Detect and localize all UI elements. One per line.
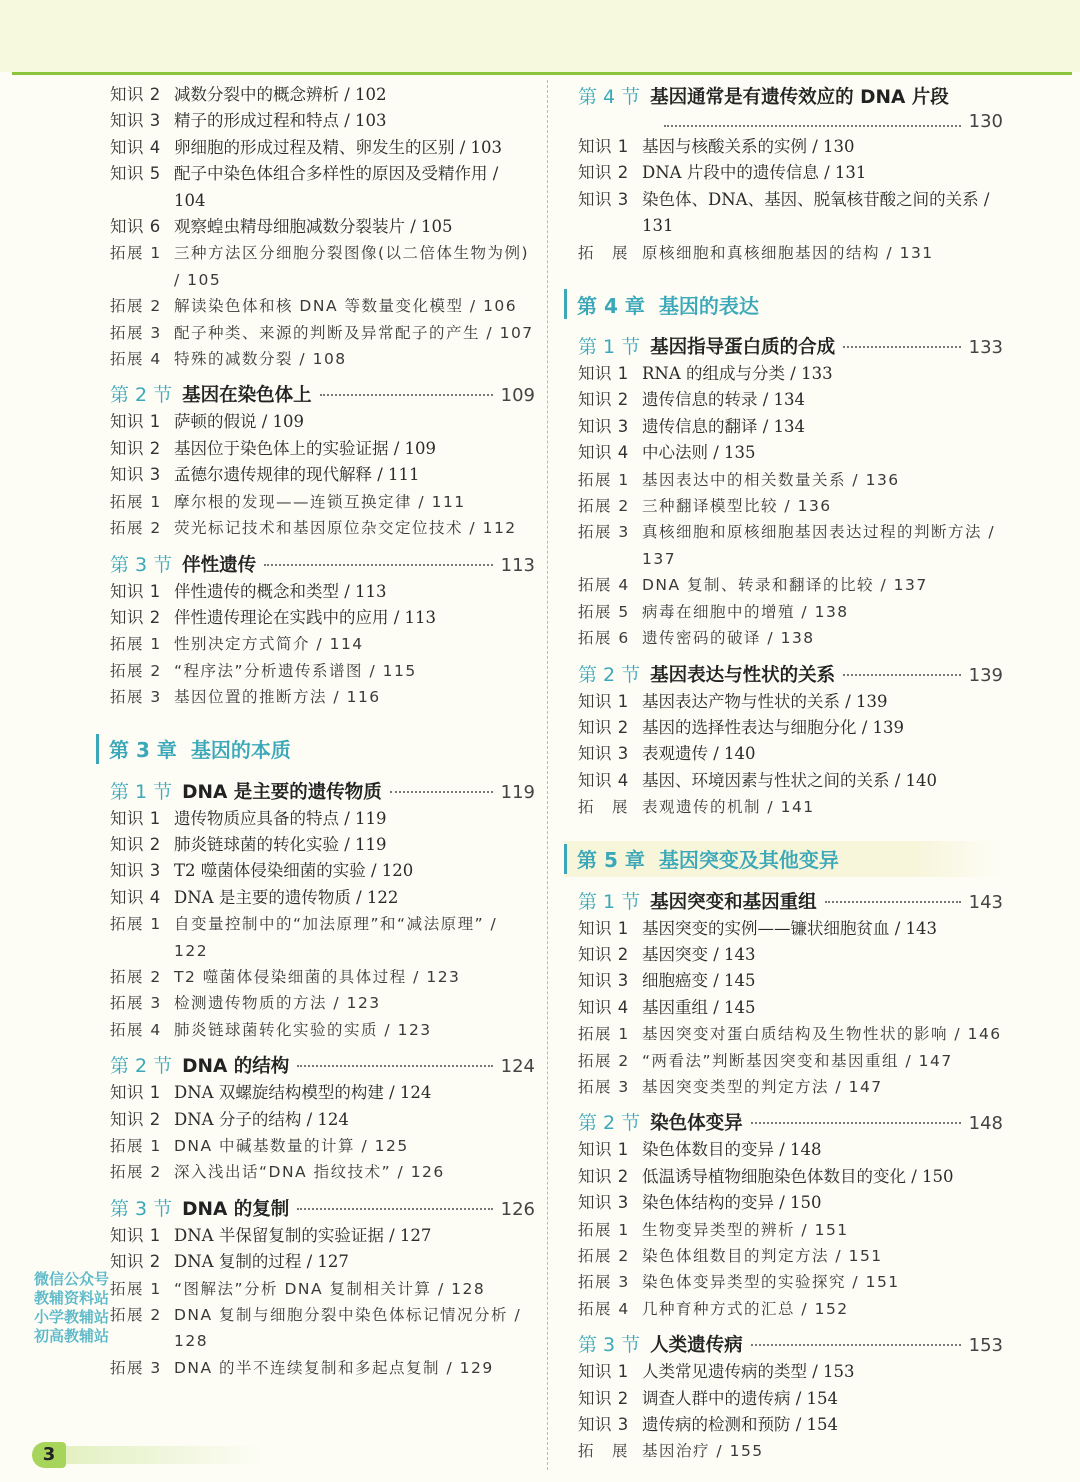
entry-label: 知识 1	[578, 1140, 629, 1160]
entry-text: 染色体组数目的判定方法 / 151	[642, 1247, 883, 1265]
toc-extension-entry	[110, 1355, 535, 1381]
entry-label: 知识 2	[110, 438, 161, 458]
toc-chapter-heading	[564, 841, 1003, 877]
page-number-band	[66, 1446, 266, 1464]
toc-knowledge-entry	[110, 806, 535, 832]
entry-text: 真核细胞和原核细胞基因表达过程的判断方法 / 137	[642, 523, 996, 568]
entry-label: 拓展 3	[578, 523, 630, 542]
entry-text: 三种翻译模型比较 / 136	[642, 497, 832, 516]
toc-extension-entry	[110, 964, 535, 990]
toc-extension-entry	[110, 489, 535, 515]
entry-text: 减数分裂中的概念辨析 / 102	[174, 85, 387, 104]
toc-extension-entry	[578, 1021, 1003, 1047]
entry-text: 摩尔根的发现——连锁互换定律 / 111	[174, 492, 466, 511]
entry-label: 知识 2	[578, 390, 629, 410]
section-leader-line	[578, 111, 1003, 132]
entry-text: 生物变异类型的辨析 / 151	[642, 1220, 849, 1239]
entry-text: 肺炎链球菌转化实验的实质 / 123	[174, 1020, 432, 1039]
chapter-number: 第 5 章	[577, 848, 645, 873]
entry-text: T2 噬菌体侵染细菌的具体过程 / 123	[174, 967, 461, 986]
entry-text: 染色体变异类型的实验探究 / 151	[642, 1273, 900, 1292]
toc-knowledge-entry	[110, 161, 535, 214]
top-rule	[12, 72, 1072, 75]
entry-text: 荧光标记技术和基因原位杂交定位技术 / 112	[174, 519, 517, 538]
section-title: 基因表达与性状的关系	[650, 664, 836, 686]
entry-label: 拓展 2	[578, 497, 630, 516]
toc-knowledge-entry	[110, 605, 535, 631]
entry-text: 精子的形成过程和特点 / 103	[174, 111, 387, 131]
toc-knowledge-entry	[110, 409, 535, 435]
entry-text: “两看法”判断基因突变和基因重组 / 147	[642, 1051, 953, 1070]
section-number: 第 3 节	[578, 1334, 641, 1357]
section-title: 基因指导蛋白质的合成	[650, 337, 836, 359]
toc-section-heading	[110, 380, 535, 407]
entry-text: 低温诱导植物细胞染色体数目的变化 / 150	[642, 1166, 954, 1186]
toc-extension-entry	[578, 1217, 1003, 1243]
toc-extension-entry	[110, 658, 535, 684]
entry-label: 拓展 2	[110, 1306, 162, 1325]
entry-label: 知识 1	[110, 1225, 161, 1245]
entry-text: 基因重组 / 145	[642, 997, 756, 1017]
entry-text: 卵细胞的形成过程及精、卵发生的区别 / 103	[174, 137, 503, 157]
section-page: 148	[968, 1113, 1003, 1135]
toc-knowledge-entry	[578, 741, 1003, 767]
section-page: 109	[500, 385, 535, 407]
section-number: 第 2 节	[578, 663, 641, 686]
entry-label: 拓展 3	[110, 1358, 162, 1377]
watermark-line: 初高教辅站	[34, 1327, 110, 1345]
entry-label: 拓展 3	[578, 1077, 630, 1096]
entry-text: 基因突变 / 143	[642, 944, 756, 964]
section-page: 143	[968, 891, 1003, 913]
dot-leader	[390, 791, 493, 793]
entry-label: 拓展 2	[110, 1163, 162, 1182]
entry-text: 调查人群中的遗传病 / 154	[642, 1388, 839, 1408]
entry-label: 拓展 2	[110, 967, 162, 986]
toc-knowledge-entry	[578, 768, 1003, 794]
toc-knowledge-entry	[578, 134, 1003, 160]
entry-label: 知识 3	[578, 971, 629, 991]
section-title: 基因在染色体上	[182, 385, 312, 407]
entry-label: 知识 1	[578, 1362, 629, 1382]
entry-label: 知识 3	[578, 1415, 629, 1435]
entry-text: DNA 是主要的遗传物质 / 122	[174, 887, 399, 907]
chapter-bar	[564, 844, 567, 874]
toc-extension-entry	[110, 1159, 535, 1185]
toc-right-column	[578, 82, 1003, 1465]
toc-knowledge-entry	[578, 968, 1003, 994]
entry-text: 三种方法区分细胞分裂图像(以二倍体生物为例) / 105	[174, 244, 530, 289]
top-band	[0, 0, 1080, 72]
entry-text: DNA 片段中的遗传信息 / 131	[642, 163, 867, 183]
entry-label: 拓展 2	[578, 1247, 630, 1265]
entry-text: RNA 的组成与分类 / 133	[642, 364, 833, 384]
toc-chapter-heading	[96, 731, 535, 767]
section-page: 119	[500, 781, 535, 803]
entry-label: 拓展 1	[578, 1220, 630, 1239]
section-title: 基因突变和基因重组	[650, 891, 817, 913]
section-title: 染色体变异	[650, 1113, 743, 1135]
section-number: 第 1 节	[110, 780, 173, 803]
entry-text: 表观遗传的机制 / 141	[642, 798, 815, 817]
section-title: 人类遗传病	[650, 1335, 743, 1357]
entry-text: DNA 双螺旋结构模型的构建 / 124	[174, 1083, 432, 1103]
entry-text: DNA 复制与细胞分裂中染色体标记情况分析 / 128	[174, 1306, 522, 1351]
toc-knowledge-entry	[578, 1190, 1003, 1216]
entry-label: 知识 2	[110, 1252, 161, 1272]
entry-text: “程序法”分析遗传系谱图 / 115	[174, 661, 417, 680]
section-page: 139	[968, 664, 1003, 686]
entry-label: 知识 2	[578, 944, 629, 964]
entry-label: 拓展 4	[578, 1299, 630, 1318]
entry-label: 拓展 1	[110, 492, 162, 511]
toc-knowledge-entry	[578, 689, 1003, 715]
section-title: 基因通常是有遗传效应的 DNA 片段	[650, 87, 949, 108]
toc-extension-entry	[578, 1296, 1003, 1322]
entry-label: 知识 2	[578, 163, 629, 183]
entry-text: 基因突变类型的判定方法 / 147	[642, 1077, 883, 1096]
toc-extension-entry	[578, 625, 1003, 651]
toc-knowledge-entry	[578, 995, 1003, 1021]
entry-text: 配子中染色体组合多样性的原因及受精作用 / 104	[174, 164, 499, 210]
toc-knowledge-entry	[578, 916, 1003, 942]
toc-section-heading	[578, 82, 1003, 132]
toc-knowledge-entry	[578, 361, 1003, 387]
chapter-title: 基因的本质	[190, 738, 291, 763]
entry-text: 遗传信息的转录 / 134	[642, 390, 806, 410]
section-number: 第 3 节	[110, 1197, 173, 1220]
entry-text: 表观遗传 / 140	[642, 744, 756, 764]
section-number: 第 4 节	[578, 86, 641, 108]
dot-leader	[297, 1208, 492, 1210]
entry-label: 知识 1	[110, 412, 161, 432]
toc-extension-entry	[110, 990, 535, 1016]
entry-text: 伴性遗传的概念和类型 / 113	[174, 581, 387, 601]
toc-knowledge-entry	[110, 1107, 535, 1133]
entry-text: 原核细胞和真核细胞基因的结构 / 131	[642, 243, 934, 262]
entry-label: 知识 3	[578, 744, 629, 764]
entry-label: 知识 5	[110, 164, 161, 184]
dot-leader	[843, 674, 960, 676]
toc-section-heading	[110, 550, 535, 577]
toc-extension-entry	[110, 911, 535, 964]
toc-extension-entry	[110, 631, 535, 657]
toc-extension-entry	[578, 1243, 1003, 1269]
entry-label: 知识 1	[578, 918, 629, 938]
toc-extension-entry	[578, 1438, 1003, 1464]
entry-text: 深入浅出话“DNA 指纹技术” / 126	[174, 1163, 445, 1182]
entry-label: 知识 3	[110, 111, 161, 131]
entry-label: 拓展 4	[110, 1020, 162, 1039]
entry-text: 基因突变的实例——镰状细胞贫血 / 143	[642, 918, 938, 938]
entry-label: 知识 2	[578, 1388, 629, 1408]
toc-knowledge-entry	[110, 436, 535, 462]
toc-extension-entry	[578, 1048, 1003, 1074]
entry-label: 知识 1	[110, 808, 161, 828]
dot-leader	[664, 106, 961, 127]
section-number: 第 1 节	[578, 336, 641, 359]
entry-label: 拓展 1	[110, 244, 162, 263]
entry-text: 基因、环境因素与性状之间的关系 / 140	[642, 770, 938, 790]
watermark-line: 小学教辅站	[34, 1308, 110, 1326]
entry-label: 拓展 1	[578, 470, 630, 489]
entry-text: 病毒在细胞中的增殖 / 138	[642, 602, 849, 621]
section-page: 153	[968, 1335, 1003, 1357]
section-page: 126	[500, 1198, 535, 1220]
entry-text: 遗传信息的翻译 / 134	[642, 416, 806, 436]
toc-knowledge-entry	[578, 1386, 1003, 1412]
toc-knowledge-entry	[578, 440, 1003, 466]
entry-text: 性别决定方式简介 / 114	[174, 635, 364, 654]
chapter-number: 第 3 章	[109, 738, 177, 763]
toc-extension-entry	[110, 1302, 535, 1355]
toc-knowledge-entry	[578, 1412, 1003, 1438]
toc-extension-entry	[110, 320, 535, 346]
dot-leader	[297, 1065, 492, 1067]
toc-section-heading	[578, 660, 1003, 687]
entry-text: 基因表达中的相关数量关系 / 136	[642, 470, 900, 489]
toc-extension-entry	[578, 493, 1003, 519]
toc-knowledge-entry	[578, 942, 1003, 968]
toc-section-heading	[578, 332, 1003, 359]
entry-label: 拓展 3	[578, 1273, 630, 1292]
entry-text: 基因治疗 / 155	[642, 1442, 764, 1461]
entry-label: 知识 3	[578, 416, 629, 436]
entry-text: 配子种类、来源的判断及异常配子的产生 / 107	[174, 323, 534, 342]
section-page: 133	[968, 337, 1003, 359]
entry-label: 知识 2	[578, 1166, 629, 1186]
entry-text: DNA 的半不连续复制和多起点复制 / 129	[174, 1358, 494, 1377]
entry-text: 特殊的减数分裂 / 108	[174, 350, 347, 369]
chapter-title: 基因突变及其他变异	[658, 848, 839, 873]
entry-text: 染色体、DNA、基因、脱氧核苷酸之间的关系 / 131	[642, 189, 990, 236]
entry-text: T2 噬菌体侵染细菌的实验 / 120	[174, 861, 414, 881]
toc-extension-entry	[578, 572, 1003, 598]
toc-extension-entry	[110, 684, 535, 710]
entry-label: 知识 1	[578, 137, 629, 156]
toc-knowledge-entry	[110, 1223, 535, 1249]
toc-extension-entry	[578, 519, 1003, 572]
entry-text: 染色体数目的变异 / 148	[642, 1140, 822, 1160]
entry-label: 知识 2	[110, 85, 161, 104]
entry-text: 染色体结构的变异 / 150	[642, 1193, 822, 1213]
entry-text: 遗传密码的破译 / 138	[642, 629, 815, 648]
toc-extension-entry	[110, 1017, 535, 1043]
toc-extension-entry	[110, 293, 535, 319]
section-page: 113	[500, 554, 535, 576]
entry-text: 孟德尔遗传规律的现代解释 / 111	[174, 465, 420, 485]
section-number: 第 1 节	[578, 890, 641, 913]
watermark-line: 微信公众号	[34, 1270, 110, 1288]
dot-leader	[843, 346, 960, 348]
entry-text: 基因表达产物与性状的关系 / 139	[642, 691, 888, 711]
entry-label: 拓展 2	[578, 1051, 630, 1070]
entry-label: 拓展 3	[110, 323, 162, 342]
toc-knowledge-entry	[578, 1359, 1003, 1385]
toc-extension-entry	[578, 599, 1003, 625]
entry-label: 拓展 3	[110, 688, 162, 707]
entry-label: 拓展 1	[110, 915, 162, 934]
entry-label: 知识 6	[110, 217, 161, 237]
toc-extension-entry	[578, 1269, 1003, 1295]
section-title: DNA 的结构	[182, 1056, 290, 1078]
entry-text: 基因突变对蛋白质结构及生物性状的影响 / 146	[642, 1025, 1002, 1044]
toc-knowledge-entry	[110, 135, 535, 161]
toc-extension-entry	[578, 467, 1003, 493]
entry-label: 知识 4	[578, 997, 629, 1017]
watermark-line: 教辅资料站	[34, 1289, 110, 1307]
entry-text: 基因位置的推断方法 / 116	[174, 688, 381, 707]
section-title: DNA 的复制	[182, 1198, 290, 1220]
entry-text: 伴性遗传理论在实践中的应用 / 113	[174, 607, 437, 627]
entry-label: 知识 4	[578, 443, 629, 463]
toc-knowledge-entry	[578, 160, 1003, 186]
toc-knowledge-entry	[110, 885, 535, 911]
entry-text: 遗传物质应具备的特点 / 119	[174, 808, 387, 828]
entry-label: 知识 2	[110, 1109, 161, 1129]
entry-label: 拓展 1	[110, 1137, 162, 1155]
entry-text: 基因位于染色体上的实验证据 / 109	[174, 438, 437, 458]
entry-text: 观察蝗虫精母细胞减数分裂装片 / 105	[174, 217, 453, 237]
section-number: 第 2 节	[578, 1112, 641, 1135]
toc-section-heading	[578, 1330, 1003, 1357]
entry-label: 知识 2	[110, 607, 161, 627]
section-number: 第 3 节	[110, 553, 173, 576]
page-number: 3	[32, 1442, 66, 1468]
entry-label: 知识 2	[578, 717, 629, 737]
section-number: 第 2 节	[110, 1055, 173, 1078]
chapter-bar	[96, 734, 99, 764]
entry-label: 知识 3	[110, 861, 161, 881]
entry-label: 知识 4	[578, 770, 629, 790]
entry-label: 知识 2	[110, 834, 161, 854]
entry-label: 知识 1	[578, 364, 629, 384]
entry-label: 拓展 2	[110, 519, 162, 538]
entry-label: 知识 1	[110, 1083, 161, 1103]
chapter-bar	[564, 289, 567, 319]
entry-text: 人类常见遗传病的类型 / 153	[642, 1362, 855, 1382]
watermark-stamp	[34, 1270, 120, 1346]
dot-leader	[751, 1122, 961, 1124]
toc-knowledge-entry	[110, 82, 535, 108]
entry-text: DNA 复制、转录和翻译的比较 / 137	[642, 576, 928, 595]
toc-extension-entry	[110, 1276, 535, 1302]
dot-leader	[264, 564, 492, 566]
entry-text: 遗传病的检测和预防 / 154	[642, 1415, 839, 1435]
entry-text: 萨顿的假说 / 109	[174, 412, 305, 432]
entry-text: 自变量控制中的“加法原理”和“减法原理” / 122	[174, 915, 498, 960]
toc-extension-entry	[110, 515, 535, 541]
entry-label: 知识 4	[110, 137, 161, 157]
entry-label: 拓展 2	[110, 661, 162, 680]
toc-section-heading	[578, 1108, 1003, 1135]
entry-text: 解读染色体和核 DNA 等数量变化模型 / 106	[174, 297, 518, 316]
toc-extension-entry	[110, 346, 535, 372]
entry-text: 几种育种方式的汇总 / 152	[642, 1299, 849, 1318]
entry-label: 知识 4	[110, 887, 161, 907]
toc-knowledge-entry	[110, 1249, 535, 1275]
toc-chapter-heading	[564, 286, 1003, 322]
section-page: 130	[968, 111, 1003, 132]
entry-label: 拓展 1	[578, 1025, 630, 1044]
entry-label: 拓展 5	[578, 602, 630, 621]
dot-leader	[825, 901, 961, 903]
entry-text: “图解法”分析 DNA 复制相关计算 / 128	[174, 1279, 486, 1298]
entry-label: 拓展 2	[110, 297, 162, 316]
entry-label: 拓展 1	[110, 1279, 162, 1298]
entry-text: DNA 中碱基数量的计算 / 125	[174, 1137, 409, 1155]
entry-label: 知识 3	[578, 1193, 629, 1213]
toc-knowledge-entry	[110, 579, 535, 605]
toc-knowledge-entry	[578, 414, 1003, 440]
dot-leader	[320, 394, 493, 396]
dot-leader	[751, 1344, 961, 1346]
toc-knowledge-entry	[110, 462, 535, 488]
section-title: DNA 是主要的遗传物质	[182, 781, 382, 803]
toc-extension-entry	[578, 240, 1003, 266]
entry-label: 拓 展	[578, 798, 630, 817]
toc-knowledge-entry	[578, 715, 1003, 741]
toc-knowledge-entry	[578, 1164, 1003, 1190]
entry-text: DNA 分子的结构 / 124	[174, 1109, 349, 1129]
entry-label: 拓展 4	[578, 576, 630, 595]
entry-text: 肺炎链球菌的转化实验 / 119	[174, 834, 387, 854]
entry-label: 知识 1	[578, 691, 629, 711]
entry-label: 拓 展	[578, 243, 630, 262]
toc-knowledge-entry	[578, 187, 1003, 240]
entry-text: 细胞癌变 / 145	[642, 971, 756, 991]
entry-text: DNA 半保留复制的实验证据 / 127	[174, 1225, 432, 1245]
entry-text: 中心法则 / 135	[642, 443, 756, 463]
toc-knowledge-entry	[110, 108, 535, 134]
toc-section-heading	[110, 1051, 535, 1078]
chapter-title: 基因的表达	[658, 293, 759, 318]
toc-section-heading	[578, 887, 1003, 914]
entry-label: 拓展 1	[110, 635, 162, 654]
entry-label: 知识 1	[110, 581, 161, 601]
toc-extension-entry	[110, 1133, 535, 1159]
toc-extension-entry	[578, 1074, 1003, 1100]
entry-text: 检测遗传物质的方法 / 123	[174, 994, 381, 1013]
entry-text: 基因的选择性表达与细胞分化 / 139	[642, 717, 905, 737]
entry-label: 拓 展	[578, 1442, 630, 1461]
chapter-number: 第 4 章	[577, 293, 645, 318]
entry-label: 知识 3	[578, 189, 629, 209]
toc-knowledge-entry	[110, 1080, 535, 1106]
toc-knowledge-entry	[110, 858, 535, 884]
toc-section-heading	[110, 777, 535, 804]
entry-label: 拓展 6	[578, 629, 630, 648]
section-number: 第 2 节	[110, 384, 173, 407]
section-title: 伴性遗传	[182, 554, 257, 576]
toc-knowledge-entry	[110, 214, 535, 240]
entry-label: 拓展 4	[110, 350, 162, 369]
entry-label: 拓展 3	[110, 994, 162, 1013]
entry-text: DNA 复制的过程 / 127	[174, 1252, 349, 1272]
toc-left-column	[110, 82, 535, 1381]
entry-text: 基因与核酸关系的实例 / 130	[642, 137, 855, 156]
toc-extension-entry	[110, 240, 535, 293]
toc-section-heading	[110, 1194, 535, 1221]
toc-knowledge-entry	[110, 832, 535, 858]
toc-knowledge-entry	[578, 1137, 1003, 1163]
entry-label: 知识 3	[110, 465, 161, 485]
section-page: 124	[500, 1056, 535, 1078]
toc-knowledge-entry	[578, 387, 1003, 413]
toc-extension-entry	[578, 794, 1003, 820]
column-divider	[547, 80, 548, 1470]
